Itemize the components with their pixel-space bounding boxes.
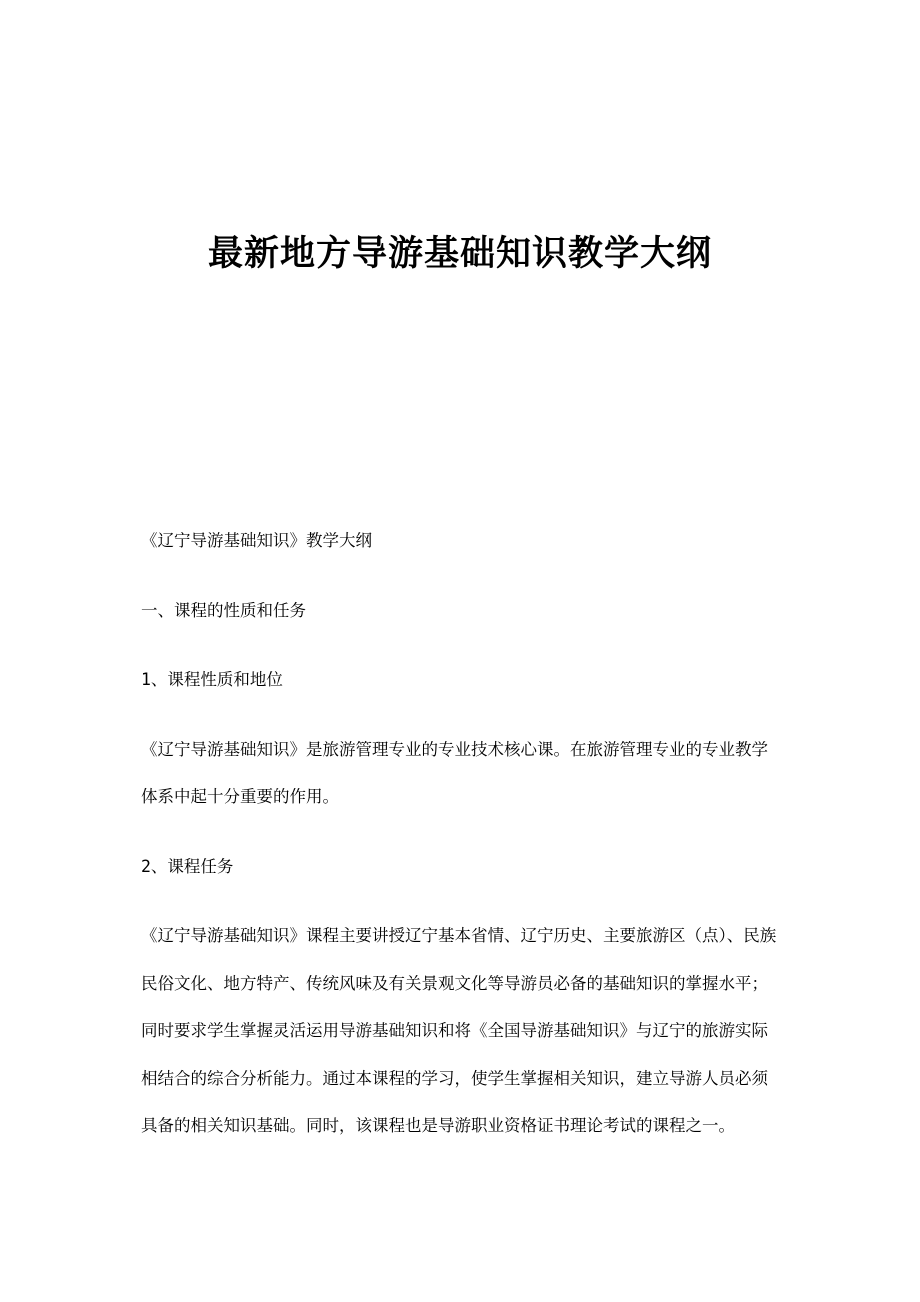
subsection-heading-course-tasks: 2、课程任务 [141,856,234,876]
syllabus-heading: 《辽宁导游基础知识》教学大纲 [141,531,372,550]
subsection-heading-nature-status: 1、课程性质和地位 [141,670,283,689]
paragraph-gap [141,890,777,912]
paragraph-gap [141,634,777,656]
document-title: 最新地方导游基础知识教学大纲 [207,233,712,274]
paragraph-course-tasks: 《辽宁导游基础知识》课程主要讲授辽宁基本省情、辽宁历史、主要旅游区（点）、民族民俗文化、地方特产、传统风味及有关景观文化等导游员必备的基础知识的掌握水平；同时要求学生掌握灵活运用导游基础知识和将《全国导游基础知识》与辽宁的旅游实际相结合的综合分析能力。通过本课程的学习，使学生掌握相关知识，建立导游人员必须具备的相关知识基础。同时，该课程也是导游职业资格证书理论考试的课程之一。 [141,926,777,1135]
section-heading-course-nature: 一、课程的性质和任务 [141,600,306,620]
paragraph-gap [141,821,777,843]
paragraph-gap [141,565,777,587]
paragraph-gap [141,704,777,726]
paragraph-nature-status: 《辽宁导游基础知识》是旅游管理专业的专业技术核心课。在旅游管理专业的专业教学体系中起十分重要的作用。 [141,739,768,806]
document-body [141,517,777,1150]
